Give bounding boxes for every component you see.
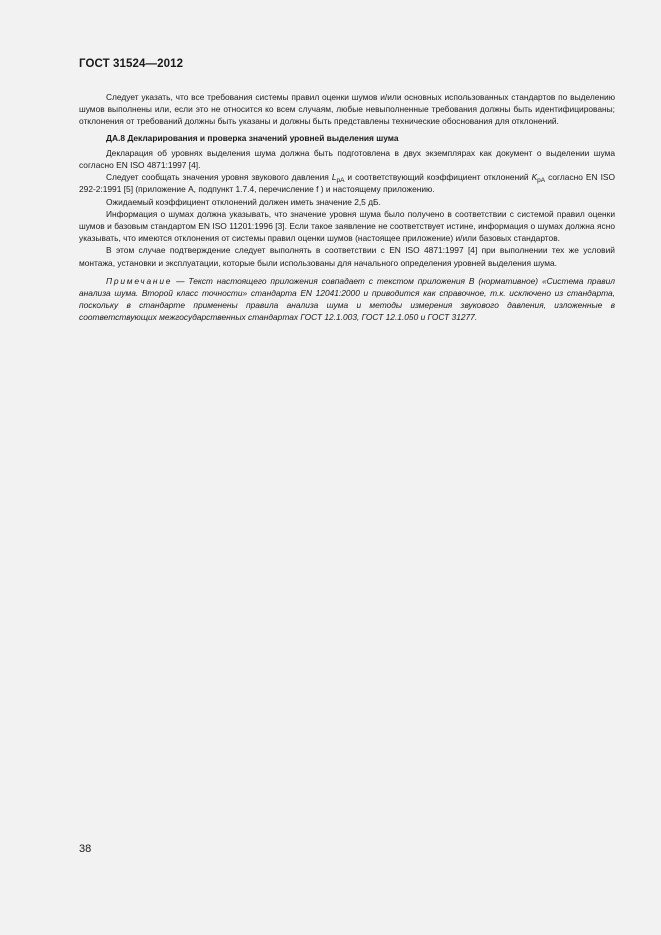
paragraph-sound-pressure [79, 171, 615, 195]
document-header: ГОСТ 31524—2012 [79, 58, 184, 70]
page-number: 38 [79, 843, 92, 855]
text-fragment: и соответствующий коэффициент отклонений [344, 172, 532, 183]
document-body [79, 91, 615, 324]
note-text: — Текст настоящего приложения совпадает с текстом приложения В (нормативное) «Система правил анализа шума. Второй класс точности» стандарта EN 12041:2000 и приводится как справочное, т.к. исключено из стандарта, поскольку в стандарте применены правила анализа шума и методы измерения звукового давления, изложенные в соответствующих межгосударственных стандартах ГОСТ 12.1.003, ГОСТ 12.1.050 и ГОСТ 31277. [79, 275, 615, 323]
text-fragment: Следует сообщать значения уровня звукового давления [106, 172, 332, 183]
variable-L: L [331, 172, 337, 183]
subscript-pA: pA [537, 177, 546, 185]
note-label: Примечание [106, 275, 173, 286]
paragraph-noise-info: Информация о шумах должна указывать, что значение уровня шума было получено в соответствии с системой правил оценки шумов и базовым стандартом EN ISO 11201:1996 [3]. Если такое заявление не соответствует истине, информация о шумах должна ясно указывать, что имеются отклонения от системы правил оценки шумов (настоящее приложение) и/или базовых стандартов. [79, 208, 615, 244]
paragraph-requirements: Следует указать, что все требования системы правил оценки шумов и/или основных использованных стандартов по выделению шумов выполнены или, если это не относится ко всем случаям, любые невыполненные требования должны быть идентифицированы; отклонения от требований должны быть указаны и должны быть представлены технические обоснования для отклонений. [79, 92, 615, 127]
paragraph-declaration: Декларация об уровнях выделения шума должна быть подготовлена в двух экземплярах как документ о выделении шума согласно EN ISO 4871:1997 [4]. [79, 147, 615, 171]
paragraph-confirmation: В этом случае подтверждение следует выполнять в соответствии с EN ISO 4871:1997 [4] при выполнении тех же условий монтажа, установки и эксплуатации, которые были использованы для начального определения уровней выделения шума. [79, 245, 615, 268]
note [79, 275, 615, 324]
section-heading: ДА.8 Декларирования и проверка значений уровней выделения шума [106, 132, 399, 143]
variable-K: K [531, 172, 538, 183]
text-fragment: согласно EN ISO 292-2:1991 [5] (приложение А, подпункт 1.7.4, перечисление f ) и настоящему приложению. [79, 172, 615, 195]
paragraph-expected-coefficient: Ожидаемый коэффициент отклонений должен иметь значение 2,5 дБ. [106, 196, 381, 207]
subscript-pA: pA [336, 177, 345, 185]
